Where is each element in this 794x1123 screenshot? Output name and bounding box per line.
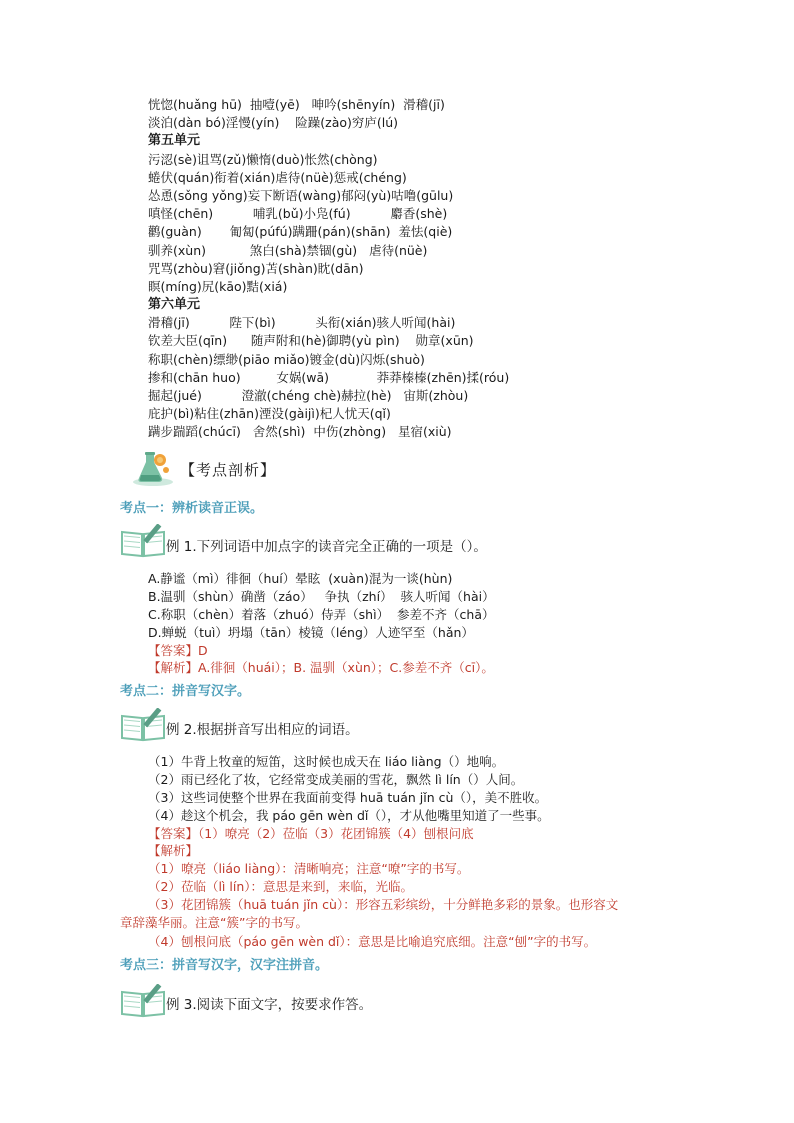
kaodian-3-heading: 考点三：拼音写汉字，汉字注拼音。 (120, 958, 329, 973)
example-1-title: 例 1.下列词语中加点字的读音完全正确的一项是（）。 (166, 539, 487, 555)
vocab-line: 恍惚(huǎng hū) 抽噎(yē) 呻吟(shēnyín) 滑稽(jī) (148, 97, 445, 112)
kaodian-1-heading: 考点一：辨析读音正误。 (120, 501, 264, 516)
section-header (130, 448, 430, 488)
option-b: B.温驯（shùn）确凿（záo） 争执（zhí） 骇人听闻（hài） (148, 588, 495, 604)
vocab-line: 瞑(míng)尻(kāo)黠(xiá) (148, 278, 288, 294)
vocab-line: 蜷伏(quán)衔着(xián)虐待(nüè)惩戒(chéng) (148, 169, 407, 185)
book-pencil-icon (120, 984, 166, 1018)
example-1-options (148, 570, 708, 677)
section-title: 【考点剖析】 (180, 461, 277, 479)
option-a: A.静谧（mì）徘徊（huí）晕眩 (xuàn)混为一谈(hùn) (148, 571, 453, 586)
vocab-line: 庇护(bì)粘住(zhān)湮没(gàijì)杞人忧天(qǐ) (148, 406, 391, 422)
vocab-line: 驯养(xùn) 煞白(shà)禁锢(gù) 虐待(nüè) (148, 242, 428, 258)
vocab-line: 滑稽(jī) 陛下(bì) 头衔(xián)骇人听闻(hài) (148, 315, 456, 331)
example-3-title: 例 3.阅读下面文字，按要求作答。 (166, 997, 373, 1013)
example-2-answer: 【答案】（1）嘹亮（2）莅临（3）花团锦簇（4）刨根问底 (148, 825, 474, 841)
question-3: （3）这些词使整个世界在我面前变得 huā tuán jǐn cù（），美不胜收。 (148, 789, 548, 805)
unit-heading: 第六单元 (148, 297, 201, 313)
example-1-analysis: 【解析】A.徘徊（huái）；B. 温驯（xùn）；C.参差不齐（cī）。 (148, 660, 494, 676)
vocab-line: 称职(chèn)缥缈(piāo miǎo)镀金(dù)闪烁(shuò) (148, 351, 425, 367)
flask-icon (130, 448, 176, 488)
example-1-answer: 【答案】D (148, 642, 208, 658)
analysis-line: （3）花团锦簇（huā tuán jǐn cù）：形容五彩缤纷，十分鲜艳多彩的景象。也形容文 (148, 897, 619, 913)
vocab-line: 钦差大臣(qīn) 随声附和(hè)御聘(yù pìn) 勋章(xūn) (148, 333, 474, 349)
vocab-line: 掘起(jué) 澄澈(chéng chè)赫拉(hè) 宙斯(zhòu) (148, 388, 469, 403)
vocab-line: 淡泊(dàn bó)淫慢(yín) 险躁(zào)穷庐(lú) (148, 115, 399, 131)
question-4: （4）趁这个机会，我 páo gēn wèn dǐ（），才从他嘴里知道了一些事。 (148, 807, 550, 823)
example-2-body (148, 753, 708, 914)
question-1: （1）牛背上牧童的短笛，这时候也成天在 liáo liàng（）地响。 (148, 754, 505, 769)
vocab-line: 怂恿(sǒng yǒng)妄下断语(wàng)郁闷(yù)咕噜(gūlu) (148, 187, 454, 203)
analysis-line: 章辞藻华丽。注意“簇”字的书写。 (120, 915, 308, 930)
vocab-line: 污涊(sè)诅骂(zǔ)懒惰(duò)怅然(chòng) (148, 151, 378, 167)
vocab-line: 咒骂(zhòu)窘(jiǒng)苫(shàn)眈(dān) (148, 260, 364, 276)
vocab-line: 蹒步踹蹈(chúcī) 舍然(shì) 中伤(zhòng) 星宿(xiù) (148, 424, 452, 440)
example-2-title: 例 2.根据拼音写出相应的词语。 (166, 722, 359, 738)
option-d: D.蝉蜕（tuì）坍塌（tān）棱镜（léng）人迹罕至（hǎn） (148, 624, 474, 640)
vocab-line: 嗔怪(chēn) 哺乳(bǔ)小凫(fú) 麝香(shè) (148, 206, 448, 222)
question-2: （2）雨已经化了妆，它经常变成美丽的雪花，飘然 lì lín（）人间。 (148, 771, 524, 787)
option-c: C.称职（chèn）着落（zhuó）侍弄（shì） 参差不齐（chā） (148, 606, 495, 622)
analysis-line: （4）刨根问底（páo gēn wèn dǐ）：意思是比喻追究底细。注意“刨”字的书写。 (148, 934, 597, 949)
analysis-line: （2）莅临（lì lín）：意思是来到，来临，光临。 (148, 879, 413, 895)
vocab-line: 掺和(chān huo) 女娲(wā) 莽莽榛榛(zhēn)揉(róu) (148, 369, 510, 385)
example-2-analysis-label: 【解析】 (148, 843, 199, 859)
kaodian-2-heading: 考点二：拼音写汉字。 (120, 684, 251, 699)
book-pencil-icon (120, 708, 166, 742)
vocab-list (148, 96, 608, 442)
unit-heading: 第五单元 (148, 133, 201, 149)
book-pencil-icon (120, 524, 166, 558)
analysis-line: （1）嘹亮（liáo liàng）：清晰响亮；注意“嘹”字的书写。 (148, 861, 470, 877)
vocab-line: 鹳(guàn) 匍匐(púfú)蹒跚(pán)(shān) 羞怯(qiè) (148, 224, 453, 240)
